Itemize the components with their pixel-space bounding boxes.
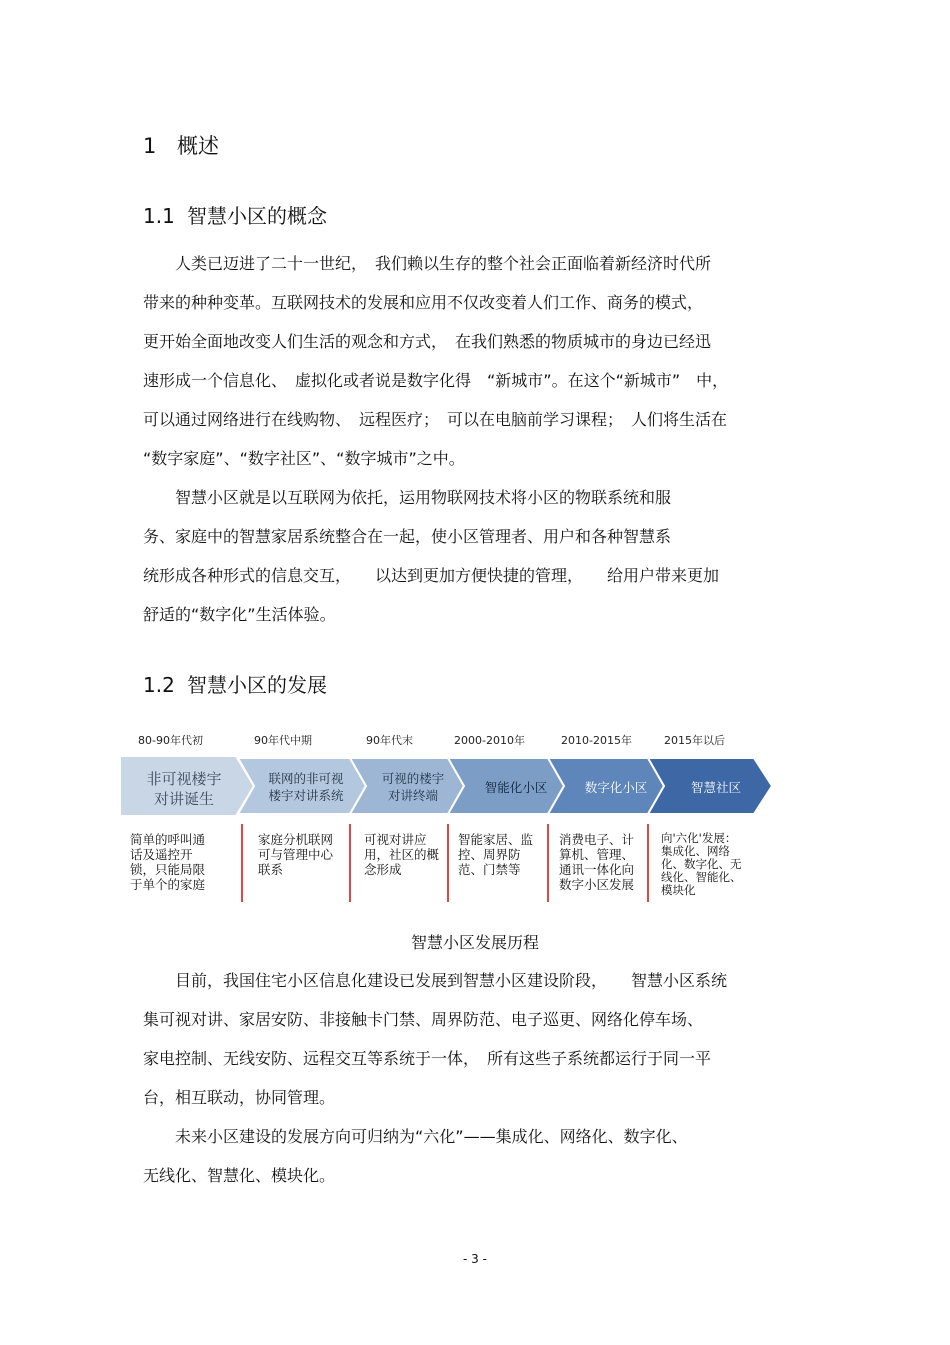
section-number: 1.1 [143, 204, 175, 228]
section-heading-1 [143, 130, 219, 160]
stage-label: 可视的楼宇 对讲终端 [381, 771, 445, 803]
stage-period: 2000-2010年 [454, 734, 525, 747]
text-line: 集可视对讲、家居安防、非接触卡门禁、周界防范、电子巡更、网络化停车场、 [143, 1010, 704, 1029]
stage-description: 向'六化'发展： 集成化、网络 化、数字化、无 线化、智能化、 模块化 [661, 831, 742, 897]
timeline-stage-arrow [238, 758, 366, 814]
section-heading-1-2 [143, 669, 327, 698]
text-line: 带来的种种变革。互联网技术的发展和应用不仅改变着人们工作、商务的模式， [143, 293, 704, 312]
timeline-stage-arrow [120, 756, 254, 816]
stage-period: 90年代末 [366, 734, 413, 747]
stage-period: 90年代中期 [254, 734, 312, 747]
text-line: 务、家庭中的智慧家居系统整合在一起，使小区管理者、用户和各种智慧系 [143, 527, 672, 546]
stage-label: 智能化小区 [484, 780, 548, 795]
text-line: 无线化、智慧化、模块化。 [143, 1166, 336, 1185]
text-line: 目前，我国住宅小区信息化建设已发展到智慧小区建设阶段， 智慧小区系统 [143, 971, 728, 990]
development-timeline [118, 728, 778, 908]
stage-description: 家庭分机联网 可与管理中心 联系 [258, 832, 334, 877]
stage-description: 简单的呼叫通 话及遥控开 锁，只能局限 于单个的家庭 [130, 832, 206, 892]
timeline-stage-arrow [648, 758, 772, 814]
stage-label: 联网的非可视 楼宇对讲系统 [268, 771, 344, 803]
section-number: 1.2 [143, 673, 175, 697]
timeline-stage-arrow [548, 758, 664, 814]
page-number: - 3 - [463, 1252, 487, 1266]
stage-description: 可视对讲应 用，社区的概 念形成 [364, 832, 440, 877]
section-heading-1-1 [143, 200, 327, 229]
stage-description: 消费电子、计 算机、管理、 通讯一体化向 数字小区发展 [559, 832, 635, 892]
text-line: 可以通过网络进行在线购物、 远程医疗； 可以在电脑前学习课程； 人们将生活在 [143, 410, 728, 429]
stage-period: 80-90年代初 [138, 734, 203, 747]
stage-period: 2015年以后 [664, 734, 725, 747]
text-line: “数字家庭”、“数字社区”、“数字城市”之中。 [143, 449, 465, 468]
text-line: 更开始全面地改变人们生活的观念和方式， 在我们熟悉的物质城市的身边已经迅 [143, 332, 712, 351]
stage-label: 非可视楼宇 对讲诞生 [146, 770, 222, 808]
text-line: 统形成各种形式的信息交互， 以达到更加方便快捷的管理， 给用户带来更加 [143, 566, 720, 585]
stage-period: 2010-2015年 [561, 734, 632, 747]
text-line: 速形成一个信息化、 虚拟化或者说是数字化得 “新城市”。在这个“新城市” 中， [143, 371, 729, 390]
timeline-stage-arrow [448, 758, 564, 814]
text-line: 家电控制、无线安防、远程交互等系统于一体， 所有这些子系统都运行于同一平 [143, 1049, 712, 1068]
text-line: 人类已迈进了二十一世纪， 我们赖以生存的整个社会正面临着新经济时代所 [143, 254, 712, 273]
section-title: 概述 [177, 134, 219, 158]
stage-label: 数字化小区 [584, 780, 648, 795]
text-line: 台，相互联动，协同管理。 [143, 1088, 336, 1107]
stage-description: 智能家居、监 控、周界防 范、门禁等 [458, 832, 534, 877]
section-title: 智慧小区的概念 [187, 204, 327, 228]
section-title: 智慧小区的发展 [187, 673, 327, 697]
text-line: 未来小区建设的发展方向可归纳为“六化”——集成化、网络化、数字化、 [143, 1127, 688, 1146]
section-number: 1 [143, 134, 157, 158]
text-line: 智慧小区就是以互联网为依托，运用物联网技术将小区的物联系统和服 [143, 488, 672, 507]
timeline-stage-arrow [350, 758, 464, 814]
text-line: 舒适的“数字化”生活体验。 [143, 605, 336, 624]
stage-label: 智慧社区 [690, 780, 741, 795]
figure-caption: 智慧小区发展历程 [410, 933, 539, 952]
